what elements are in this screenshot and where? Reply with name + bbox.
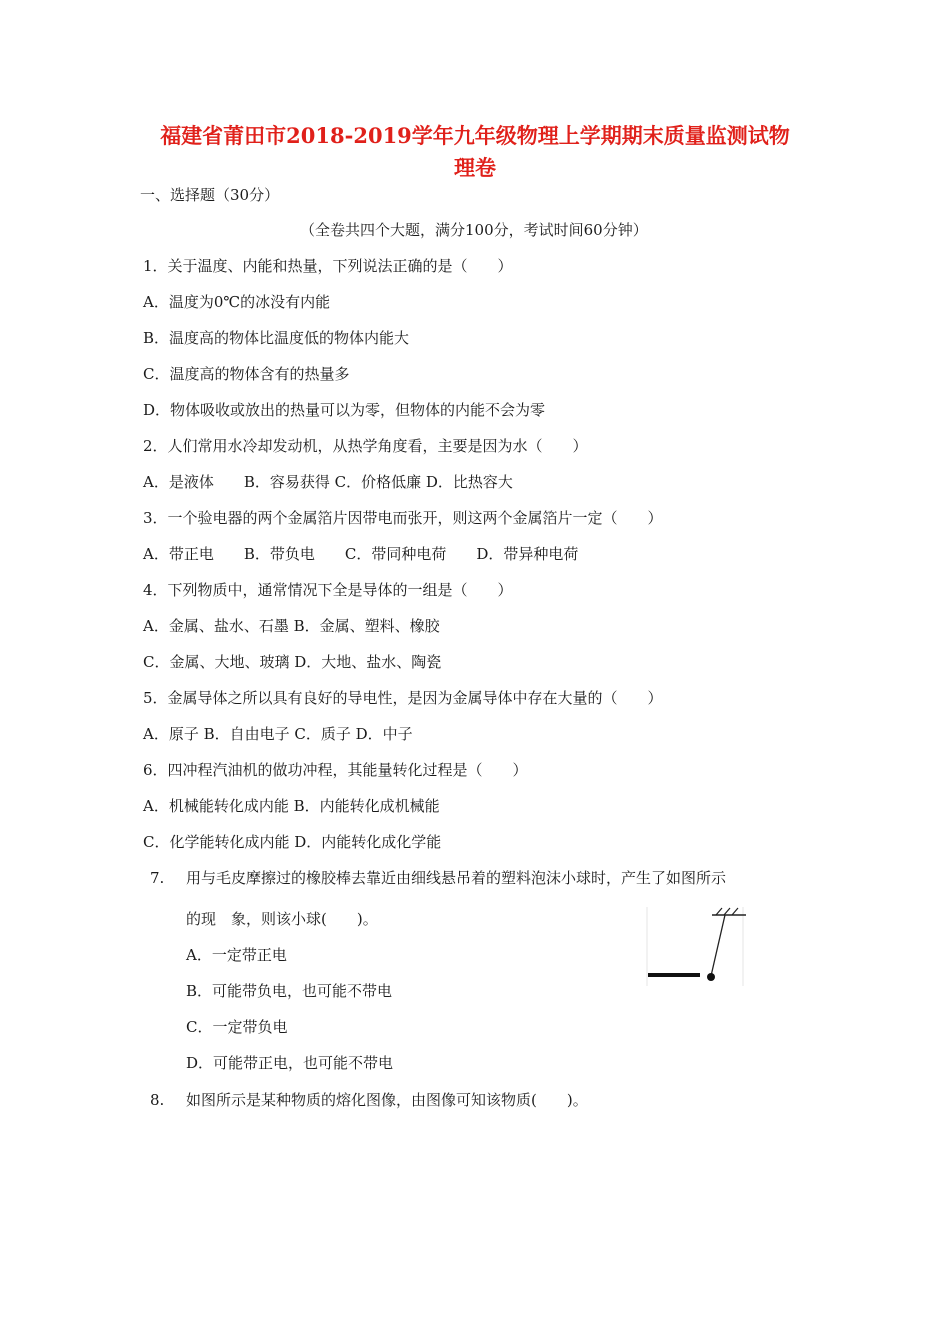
q6-options-cd: C．化学能转化成内能 D．内能转化成化学能: [143, 833, 442, 851]
q1-option-b: B．温度高的物体比温度低的物体内能大: [143, 329, 410, 347]
suspension-thread: [711, 915, 725, 976]
q7-option-a: A．一定带正电: [186, 946, 287, 964]
q7-option-b: B．可能带负电，也可能不带电: [186, 982, 393, 1000]
q1-stem: 1．关于温度、内能和热量，下列说法正确的是（ ）: [143, 257, 513, 275]
q7-stem-line-1: 用与毛皮摩擦过的橡胶棒去靠近由细线悬吊着的塑料泡沫小球时，产生了如图所示: [186, 869, 727, 887]
foam-ball: [707, 973, 715, 981]
q4-stem: 4．下列物质中，通常情况下全是导体的一组是（ ）: [143, 581, 513, 599]
q6-options-ab: A．机械能转化成内能 B．内能转化成机械能: [143, 797, 440, 815]
q7-option-d: D．可能带正电，也可能不带电: [186, 1054, 394, 1072]
exam-note: （全卷共四个大题，满分100分，考试时间60分钟）: [300, 221, 648, 239]
q7-figure-suspended-ball: [646, 906, 746, 990]
q8-number: 8.: [150, 1091, 165, 1109]
q3-stem: 3．一个验电器的两个金属箔片因带电而张开，则这两个金属箔片一定（ ）: [143, 509, 663, 527]
q7-option-c: C．一定带负电: [186, 1018, 288, 1036]
section-heading: 一、选择题（30分）: [140, 186, 280, 204]
q7-stem-line-2: 的现 象，则该小球( )。: [186, 910, 378, 928]
q4-options-cd: C．金属、大地、玻璃 D．大地、盐水、陶瓷: [143, 653, 442, 671]
ceiling-hatch: [716, 908, 738, 915]
q7-number: 7.: [150, 869, 165, 887]
q1-option-d: D．物体吸收或放出的热量可以为零，但物体的内能不会为零: [143, 401, 546, 419]
q1-option-c: C．温度高的物体含有的热量多: [143, 365, 350, 383]
q8-stem: 如图所示是某种物质的熔化图像，由图像可知该物质( )。: [186, 1091, 588, 1109]
q3-options: A．带正电 B．带负电 C．带同种电荷 D．带异种电荷: [143, 545, 579, 563]
q5-options: A．原子 B．自由电子 C．质子 D．中子: [143, 725, 413, 743]
title-line-1: 福建省莆田市2018-2019学年九年级物理上学期期末质量监测试物: [160, 123, 790, 148]
q2-options: A．是液体 B．容易获得 C．价格低廉 D．比热容大: [143, 473, 513, 491]
q4-options-ab: A．金属、盐水、石墨 B．金属、塑料、橡胶: [143, 617, 440, 635]
q1-option-a: A．温度为0℃的冰没有内能: [143, 293, 331, 311]
q5-stem: 5．金属导体之所以具有良好的导电性，是因为金属导体中存在大量的（ ）: [143, 689, 663, 707]
q2-stem: 2．人们常用水冷却发动机，从热学角度看，主要是因为水（ ）: [143, 437, 588, 455]
q6-stem: 6．四冲程汽油机的做功冲程，其能量转化过程是（ ）: [143, 761, 528, 779]
title-line-2: 理卷: [454, 155, 496, 180]
page-title: [140, 120, 810, 184]
